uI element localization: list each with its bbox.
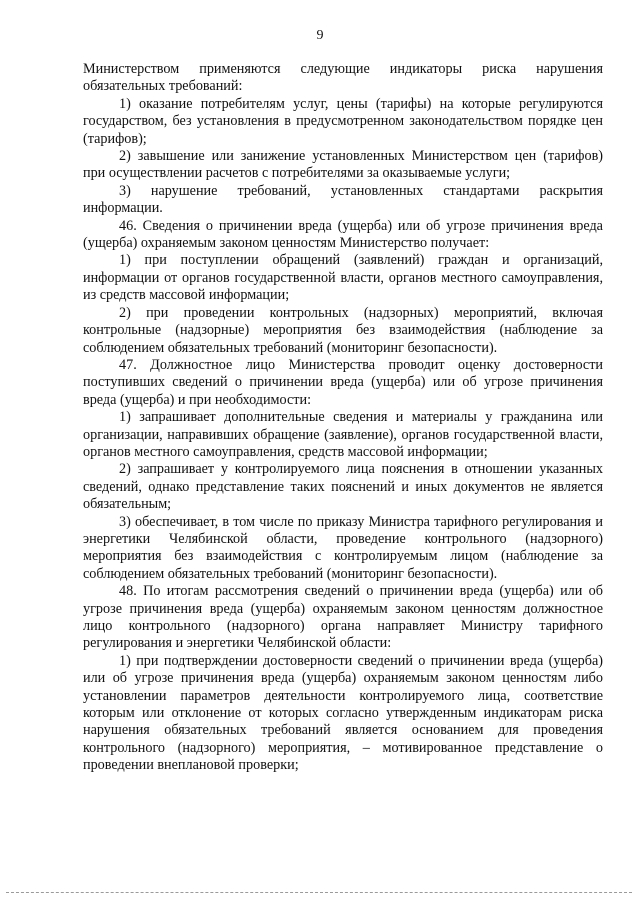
paragraph-46: 46. Сведения о причинении вреда (ущерба) или об угрозе причинения вреда (ущерба) охраняемым законом ценностям Министерство получает:: [83, 217, 603, 252]
page-number: 9: [316, 28, 324, 43]
paragraph-47-item-3: 3) обеспечивает, в том числе по приказу Министра тарифного регулирования и энергетики Челябинской области, проведение контрольного (надзорного) мероприятия без взаимодействия с контролируемым лицом (наблюдение за соблюдением обязательных требований (мониторинг безопасности).: [83, 513, 603, 582]
paragraph-47: 47. Должностное лицо Министерства проводит оценку достоверности поступивших сведений о причинении вреда (ущерба) или об угрозе причинения вреда (ущерба) и при необходимости:: [83, 356, 603, 408]
paragraph-indicator-3: 3) нарушение требований, установленных стандартами раскрытия информации.: [83, 182, 603, 217]
paragraph-indicator-2: 2) завышение или занижение установленных Министерством цен (тарифов) при осуществлении расчетов с потребителями за оказываемые услуги;: [83, 148, 603, 182]
scan-bottom-rule: [6, 892, 632, 893]
paragraph-47-item-1: 1) запрашивает дополнительные сведения и материалы у гражданина или организации, направивших обращение (заявление), органов государственной власти, органов местного самоуправления, средств массовой информации;: [83, 409, 603, 460]
paragraph-intro: Министерством применяются следующие индикаторы риска нарушения обязательных требований:: [83, 61, 603, 95]
paragraph-46-item-1: 1) при поступлении обращений (заявлений) граждан и организаций, информации от органов государственной власти, органов местного самоуправления, из средств массовой информации;: [83, 252, 603, 304]
paragraph-indicator-1: 1) оказание потребителям услуг, цены (тарифы) на которые регулируются государством, без установления в предусмотренном законодательством порядке цен (тарифов);: [83, 95, 603, 147]
document-body: [83, 61, 603, 775]
paragraph-47-item-2: 2) запрашивает у контролируемого лица пояснения в отношении указанных сведений, однако представление таких пояснений и иных документов не является обязательным;: [83, 461, 603, 513]
paragraph-48-item-1: 1) при подтверждении достоверности сведений о причинении вреда (ущерба) или об угрозе причинения вреда (ущерба) охраняемым законом ценностям либо установлении параметров деятельности контролируемого лица, соответствие которым или отклонение от которых согласно утвержденным индикаторам риска нарушения обязательных требований является основанием для проведения контрольного (надзорного) мероприятия, – мотивированное представление о проведении внеплановой проверки;: [83, 652, 603, 774]
paragraph-46-item-2: 2) при проведении контрольных (надзорных) мероприятий, включая контрольные (надзорные) мероприятия без взаимодействия (наблюдение за соблюдением обязательных требований (мониторинг безопасности).: [83, 304, 603, 356]
paragraph-48: 48. По итогам рассмотрения сведений о причинении вреда (ущерба) или об угрозе причинения вреда (ущерба) охраняемым законом ценностям должностное лицо контрольного (надзорного) органа направляет Министру тарифного регулирования и энергетики Челябинской области:: [83, 583, 603, 652]
